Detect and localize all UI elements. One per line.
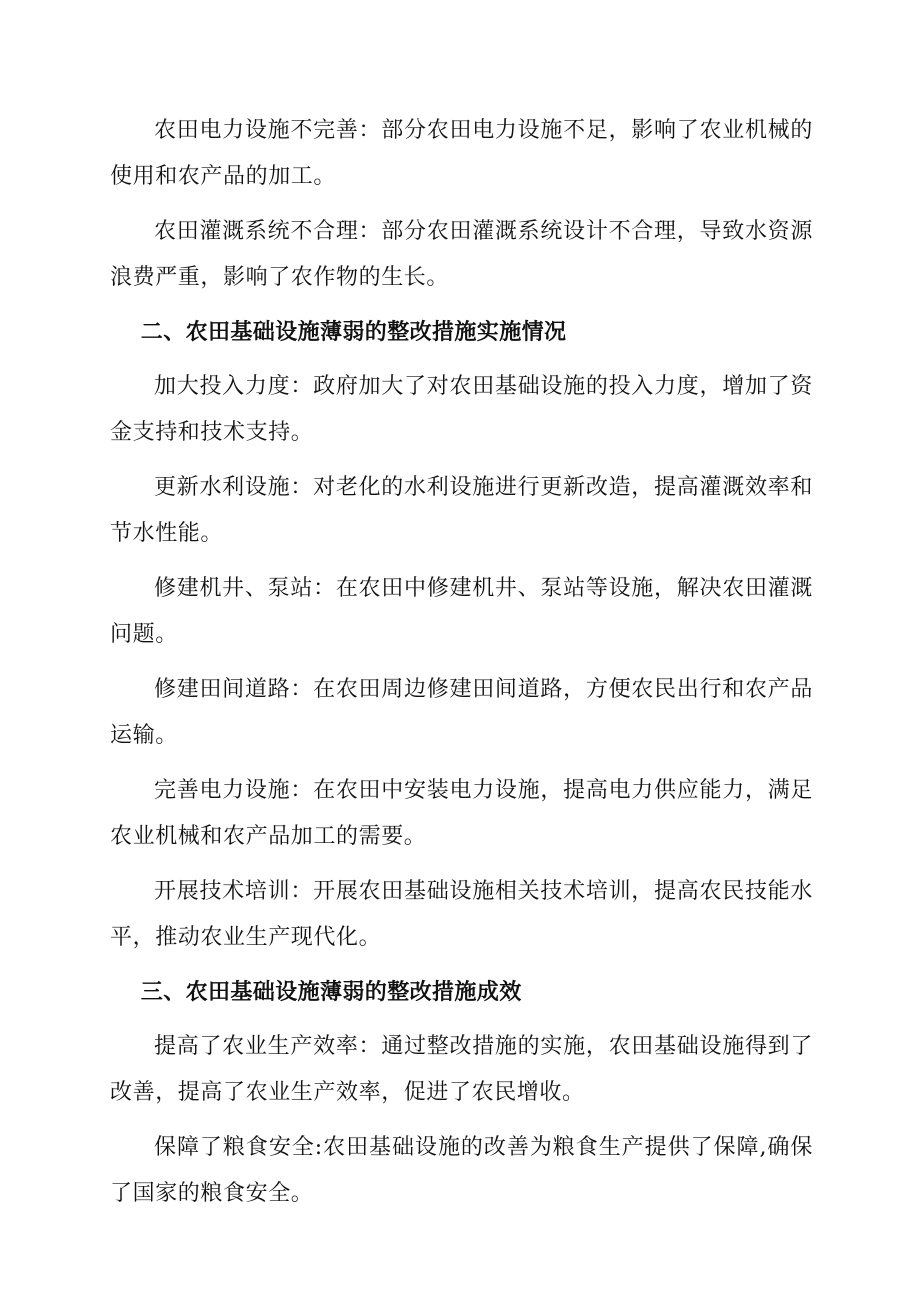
paragraph-improve-power: 完善电力设施：在农田中安装电力设施，提高电力供应能力，满足农业机械和农产品加工的需要。 (110, 778, 813, 849)
paragraph-food-security: 保障了粮食安全:农田基础设施的改善为粮食生产提供了保障,确保了国家的粮食安全。 (110, 1135, 813, 1206)
paragraph-irrigation-system: 农田灌溉系统不合理：部分农田灌溉系统设计不合理，导致水资源浪费严重，影响了农作物的生长。 (110, 219, 813, 290)
paragraph-production-efficiency: 提高了农业生产效率：通过整改措施的实施，农田基础设施得到了改善，提高了农业生产效率，促进了农民增收。 (110, 1034, 813, 1105)
document-page (110, 108, 813, 1226)
paragraph-increase-investment: 加大投入力度：政府加大了对农田基础设施的投入力度，增加了资金支持和技术支持。 (110, 374, 813, 445)
paragraph-build-wells-pumps: 修建机井、泵站：在农田中修建机井、泵站等设施，解决农田灌溉问题。 (110, 576, 813, 647)
section-heading-measures: 二、农田基础设施薄弱的整改措施实施情况 (140, 320, 567, 345)
paragraph-power-facilities: 农田电力设施不完善：部分农田电力设施不足，影响了农业机械的使用和农产品的加工。 (110, 118, 813, 189)
paragraph-build-field-roads: 修建田间道路：在农田周边修建田间道路，方便农民出行和农产品运输。 (110, 677, 813, 748)
section-heading-results: 三、农田基础设施薄弱的整改措施成效 (140, 980, 522, 1005)
paragraph-update-water-facilities: 更新水利设施：对老化的水利设施进行更新改造，提高灌溉效率和节水性能。 (110, 475, 813, 546)
paragraph-technical-training: 开展技术培训：开展农田基础设施相关技术培训，提高农民技能水平，推动农业生产现代化。 (110, 879, 813, 950)
